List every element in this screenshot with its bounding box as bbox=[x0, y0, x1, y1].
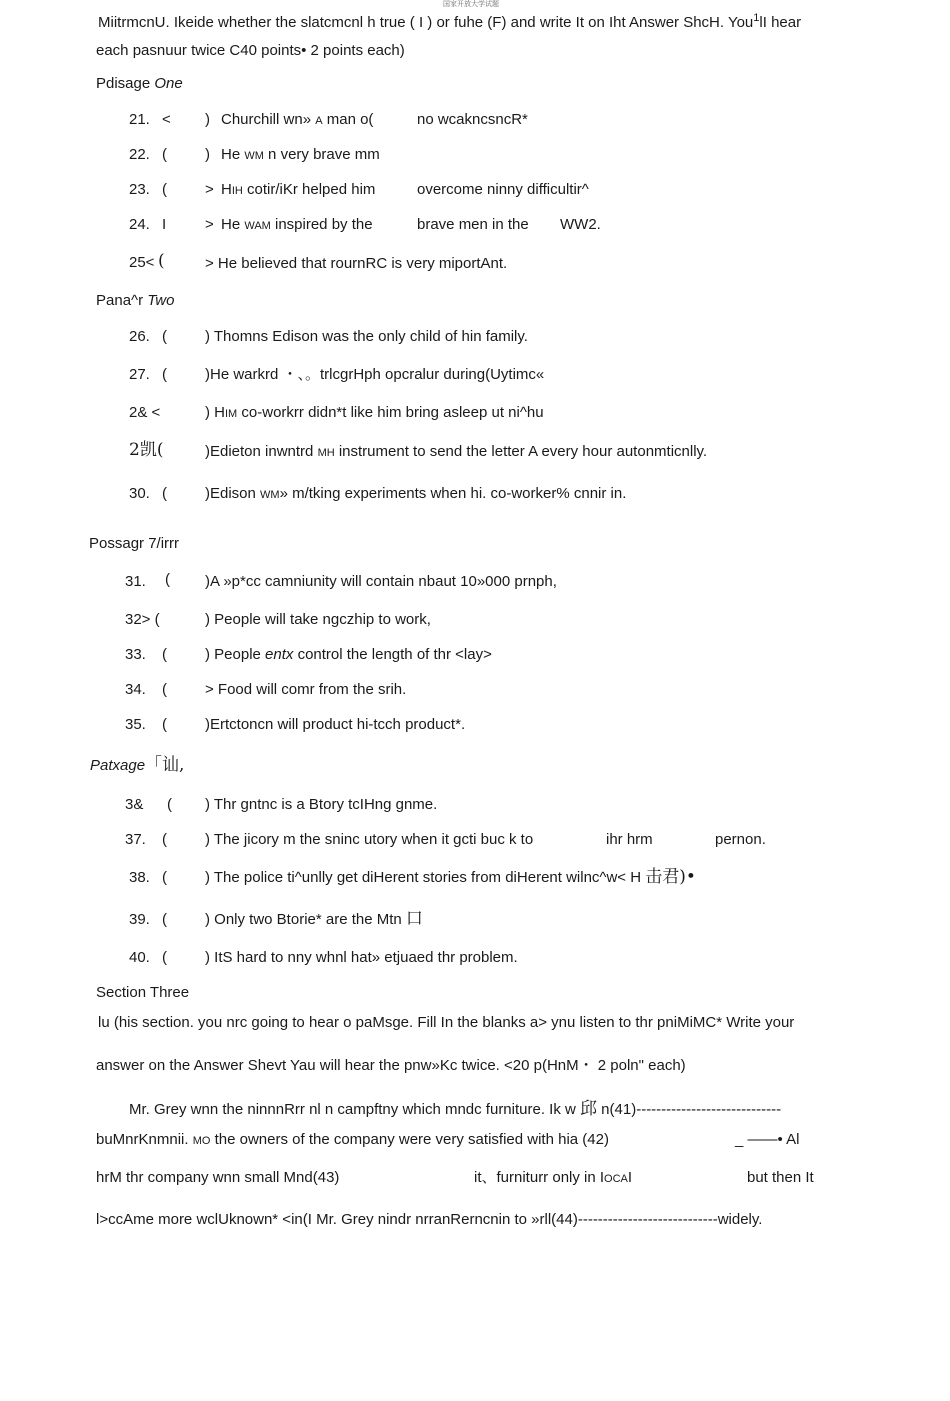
section-three-instructions-1: lu (his section. you nrc going to hear o paMsge. Fill In the blanks a> ynu listen to thr pniMiMC* Write your bbox=[98, 1014, 795, 1031]
cloze-line-3: hrM thr company wnn small Mnd(43) bbox=[96, 1169, 340, 1186]
q30-text-a: )Edison bbox=[205, 485, 261, 502]
question-23-text-end: overcome ninny difficultir^ bbox=[417, 181, 589, 198]
question-31-number: 31. bbox=[125, 573, 146, 590]
q22-text-a: He bbox=[221, 146, 245, 163]
question-33-number: 33. bbox=[125, 646, 146, 663]
question-26-number: 26. bbox=[129, 328, 150, 345]
q28-text-small: IM bbox=[225, 408, 238, 420]
question-30-answer-open: ( bbox=[162, 485, 167, 502]
question-33-answer-open: ( bbox=[162, 646, 167, 663]
q39-text-cjk: 口 bbox=[405, 909, 423, 929]
question-26-text: ) Thomns Edison was the only child of hin family. bbox=[205, 328, 528, 345]
question-32-number: 32> ( bbox=[125, 611, 160, 628]
question-28-text bbox=[205, 404, 544, 423]
cloze-text: it、furniturr only in I bbox=[474, 1169, 605, 1186]
passage-three-heading: Possagr 7/irrr bbox=[89, 535, 180, 552]
question-23-answer-open: ( bbox=[162, 181, 167, 198]
question-37-text-mid: ihr hrm bbox=[606, 831, 653, 848]
question-35-number: 35. bbox=[125, 716, 146, 733]
instructions-line-1 bbox=[98, 9, 801, 32]
heading-word-italic: Two bbox=[147, 292, 175, 309]
cloze-line-2-end: _ ——• Al bbox=[735, 1131, 800, 1148]
q28-text-a: ) H bbox=[205, 404, 225, 421]
q30-text-small: WM bbox=[260, 489, 280, 501]
q24-text-b: inspired by the bbox=[270, 216, 373, 233]
heading-word-cjk: 「讪, bbox=[145, 755, 185, 775]
cloze-text: buMnrKnmnii. bbox=[96, 1131, 193, 1148]
instructions-text-end: lI hear bbox=[759, 14, 802, 31]
question-21-number: 21. bbox=[129, 111, 150, 128]
cloze-line-4: l>ccAme more wclUknown* <in(I Mr. Grey nindr nrranRerncnin to »rll(44)----------------------------widely. bbox=[96, 1211, 763, 1228]
heading-word-italic: Patxage bbox=[90, 757, 146, 774]
q24-text-small: WAM bbox=[244, 220, 271, 232]
question-34-number: 34. bbox=[125, 681, 146, 698]
question-31-text: )A »p*cc camniunity will contain nbaut 10»000 prnph, bbox=[205, 573, 557, 590]
cloze-line-3-mid bbox=[474, 1169, 632, 1188]
q38-text-cjk: 击君)• bbox=[645, 867, 696, 887]
section-three-heading: Section Three bbox=[96, 984, 190, 1001]
question-35-answer-open: ( bbox=[162, 716, 167, 733]
question-28-number: 2& < bbox=[129, 404, 161, 421]
q29-text-b: instrument to send the letter A every hour autonmticnlly. bbox=[334, 443, 708, 460]
question-39-answer-open: ( bbox=[162, 911, 167, 928]
question-35-text: )Ertctoncn will product hi-tcch product*. bbox=[205, 716, 466, 733]
question-34-text: > Food will comr from the srih. bbox=[205, 681, 407, 698]
question-25-answer-open: ( bbox=[158, 251, 165, 271]
passage-four-heading bbox=[90, 756, 184, 775]
heading-word: Pana^r bbox=[96, 292, 148, 309]
instructions-line-2: each pasnuur twice C40 points• 2 points each) bbox=[96, 42, 405, 59]
question-21-answer-open: < bbox=[162, 111, 171, 128]
q28-text-b: co-workrr didn*t like him bring asleep ut ni^hu bbox=[237, 404, 544, 421]
question-31-answer-open: ( bbox=[165, 571, 170, 588]
question-36-answer-open: ( bbox=[167, 796, 172, 813]
q22-text-small: WM bbox=[244, 150, 264, 162]
cloze-line-2 bbox=[96, 1131, 609, 1150]
page-header: 国家开放大学试题 bbox=[443, 0, 499, 8]
question-34-answer-open: ( bbox=[162, 681, 167, 698]
question-37-answer-open: ( bbox=[162, 831, 167, 848]
question-40-answer-open: ( bbox=[162, 949, 167, 966]
q30-text-b: » m/tking experiments when hi. co-worker% cnnir in. bbox=[279, 485, 627, 502]
q23-text-b: cotir/iKr helped him bbox=[242, 181, 376, 198]
question-27-text: )He warkrd ・、。trlcgrHph opcralur during(Uytimc« bbox=[205, 366, 545, 383]
cloze-line-1 bbox=[129, 1100, 781, 1119]
q21-text-b: man o( bbox=[322, 111, 374, 128]
question-26-answer-open: ( bbox=[162, 328, 167, 345]
question-21-text bbox=[221, 111, 373, 130]
question-40-text: ) ItS hard to nny whnl hat» etjuaed thr problem. bbox=[205, 949, 518, 966]
q24-text-a: He bbox=[221, 216, 245, 233]
question-37-number: 37. bbox=[125, 831, 146, 848]
q29-text-small: MH bbox=[317, 447, 335, 459]
question-40-number: 40. bbox=[129, 949, 150, 966]
q33-text-a: ) People bbox=[205, 646, 266, 663]
passage-two-heading bbox=[96, 292, 174, 310]
cloze-line-3-end: but then It bbox=[747, 1169, 814, 1186]
question-36-text: ) Thr gntnc is a Btory tcIHng gnme. bbox=[205, 796, 438, 813]
question-25-number: 25< bbox=[129, 254, 155, 271]
question-23-number: 23. bbox=[129, 181, 150, 198]
passage-one-heading bbox=[96, 75, 183, 93]
q39-text-a: ) Only two Btorie* are the Mtn bbox=[205, 911, 406, 928]
blank-42-text: the owners of the company were very satisfied with hia (42) bbox=[210, 1131, 609, 1148]
q33-text-b: control the length of thr <lay> bbox=[293, 646, 492, 663]
q23-text-small: IH bbox=[231, 185, 243, 197]
question-24-answer-open: I bbox=[162, 216, 167, 233]
question-29-text bbox=[205, 443, 707, 462]
section-three-instructions-2: answer on the Answer Shevt Yau will hear the pnw»Kc twice. <20 p(HnM・ 2 poln" each) bbox=[96, 1057, 686, 1074]
question-23-text bbox=[221, 181, 375, 200]
cloze-text-small: MO bbox=[192, 1135, 211, 1147]
heading-word: Pdisage bbox=[96, 75, 155, 92]
question-33-text bbox=[205, 646, 492, 664]
question-21-answer-close: ) bbox=[205, 111, 210, 128]
question-30-text bbox=[205, 485, 626, 504]
instructions-text: MiitrmcnU. Ikeide whether the slatcmcnl h true ( I ) or fuhe (F) and write It on Iht Answer ShcH. You bbox=[98, 14, 754, 31]
question-24-answer-close: > bbox=[205, 216, 214, 233]
question-22-text bbox=[221, 146, 380, 165]
q23-text-a: H bbox=[221, 181, 232, 198]
question-24-text-mid: brave men in the bbox=[417, 216, 529, 233]
q21-text-small: A bbox=[315, 115, 323, 127]
question-24-text-end: WW2. bbox=[560, 216, 601, 233]
question-39-number: 39. bbox=[129, 911, 150, 928]
question-30-number: 30. bbox=[129, 485, 150, 502]
question-25-text: > He believed that rournRC is very miportAnt. bbox=[205, 255, 508, 272]
question-23-answer-close: > bbox=[205, 181, 214, 198]
cloze-text-cjk: 邱 bbox=[580, 1099, 598, 1119]
question-37-text-end: pernon. bbox=[715, 831, 766, 848]
q21-text-a: Churchill wn» bbox=[221, 111, 316, 128]
cloze-text-end: I bbox=[627, 1169, 633, 1186]
question-37-text: ) The jicory m the sninc utory when it gcti buc k to bbox=[205, 831, 534, 848]
question-22-answer-close: ) bbox=[205, 146, 210, 163]
cloze-text-small: OCA bbox=[604, 1173, 628, 1185]
question-38-number: 38. bbox=[129, 869, 150, 886]
question-38-text bbox=[205, 868, 696, 887]
question-22-answer-open: ( bbox=[162, 146, 167, 163]
question-39-text bbox=[205, 910, 423, 929]
question-22-number: 22. bbox=[129, 146, 150, 163]
question-36-number: 3& bbox=[125, 796, 144, 813]
question-24-text bbox=[221, 216, 373, 235]
q22-text-b: n very brave mm bbox=[263, 146, 380, 163]
question-21-text-end: no wcakncsncR* bbox=[417, 111, 528, 128]
instructions-superscript: 1 bbox=[753, 12, 760, 24]
question-38-answer-open: ( bbox=[162, 869, 167, 886]
question-29-number: 2凯( bbox=[129, 440, 164, 460]
cloze-text: Mr. Grey wnn the ninnnRrr nl n campftny which mndc furniture. Ik w bbox=[129, 1101, 581, 1118]
blank-41: n(41)----------------------------- bbox=[597, 1101, 782, 1118]
q33-text-italic: entx bbox=[265, 646, 294, 663]
q29-text-a: )Edieton inwntrd bbox=[205, 443, 318, 460]
q38-text-a: ) The police ti^unlly get diHerent stories from diHerent wilnc^w< H bbox=[205, 869, 646, 886]
question-32-text: ) People will take ngczhip to work, bbox=[205, 611, 431, 628]
question-27-answer-open: ( bbox=[162, 366, 167, 383]
question-24-number: 24. bbox=[129, 216, 150, 233]
question-27-number: 27. bbox=[129, 366, 150, 383]
heading-word-italic: One bbox=[154, 75, 183, 92]
